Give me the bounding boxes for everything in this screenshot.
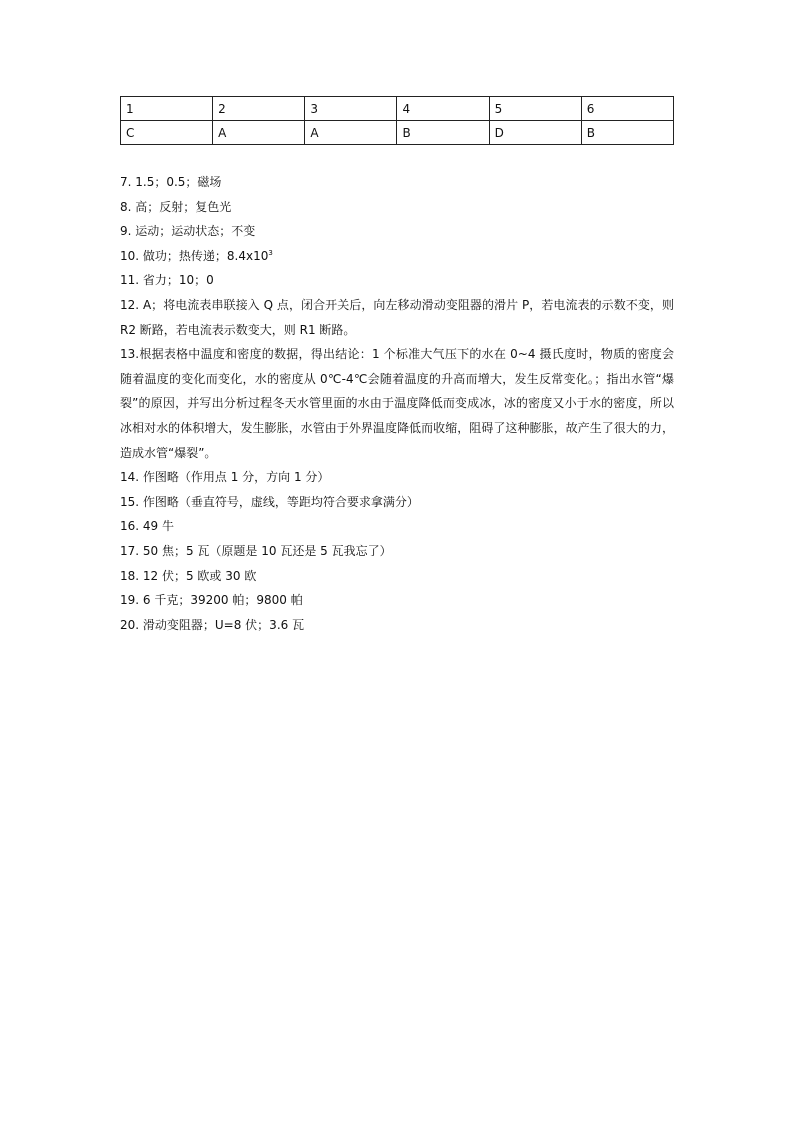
question-number-row [121, 97, 674, 121]
multiple-choice-answer-table [120, 96, 674, 145]
answer-8: 8. 高；反射；复色光 [120, 199, 232, 214]
answer-7: 7. 1.5；0.5；磁场 [120, 175, 222, 189]
answer-9: 9. 运动；运动状态；不变 [120, 224, 256, 239]
answer-letter-cell: A [305, 121, 397, 145]
answer-17: 17. 50 焦；5 瓦（原题是 10 瓦还是 5 瓦我忘了） [120, 543, 392, 558]
answer-letter-row [121, 121, 674, 145]
answer-10-text: 10. 做功；热传递；8.4x10 [120, 248, 269, 263]
question-number-cell: 3 [305, 97, 397, 121]
answer-list [120, 170, 674, 637]
answer-15: 15. 作图略（垂直符号，虚线，等距均符合要求拿满分） [120, 494, 419, 509]
answer-20: 20. 滑动变阻器；U=8 伏；3.6 瓦 [120, 617, 305, 632]
answer-13: 13.根据表格中温度和密度的数据，得出结论：1 个标准大气压下的水在 0~4 摄氏度时，物质的密度会随着温度的变化而变化，水的密度从 0℃-4℃会随着温度的升高而增大，发生反常变化。；指出水管“爆裂”的原因，并写出分析过程冬天水管里面的水由于温度降低而变成冰，冰的密度又小于水的密度，所以冰相对水的体积增大，发生膨胀，水管由于外界温度降低而收缩，阻碍了这种膨胀，故产生了很大的力，造成水管“爆裂”。 [120, 347, 674, 460]
answer-letter-cell: C [121, 121, 213, 145]
answer-12: 12. A；将电流表串联接入 Q 点，闭合开关后，向左移动滑动变阻器的滑片 P，若电流表的示数不变，则 R2 断路，若电流表示数变大，则 R1 断路。 [120, 297, 674, 337]
answer-14: 14. 作图略（作用点 1 分，方向 1 分） [120, 470, 330, 485]
answer-letter-cell: B [581, 121, 673, 145]
question-number-cell: 1 [121, 97, 213, 121]
answer-18: 18. 12 伏；5 欧或 30 欧 [120, 568, 257, 583]
question-number-cell: 4 [397, 97, 489, 121]
answer-letter-cell: B [397, 121, 489, 145]
answer-letter-cell: A [213, 121, 305, 145]
answer-10 [120, 244, 674, 269]
answer-10-exponent: 3 [268, 248, 273, 257]
question-number-cell: 2 [213, 97, 305, 121]
question-number-cell: 5 [489, 97, 581, 121]
question-number-cell: 6 [581, 97, 673, 121]
answer-letter-cell: D [489, 121, 581, 145]
answer-19: 19. 6 千克；39200 帕；9800 帕 [120, 593, 303, 608]
answer-16: 16. 49 牛 [120, 519, 174, 534]
answer-11: 11. 省力；10；0 [120, 273, 214, 288]
